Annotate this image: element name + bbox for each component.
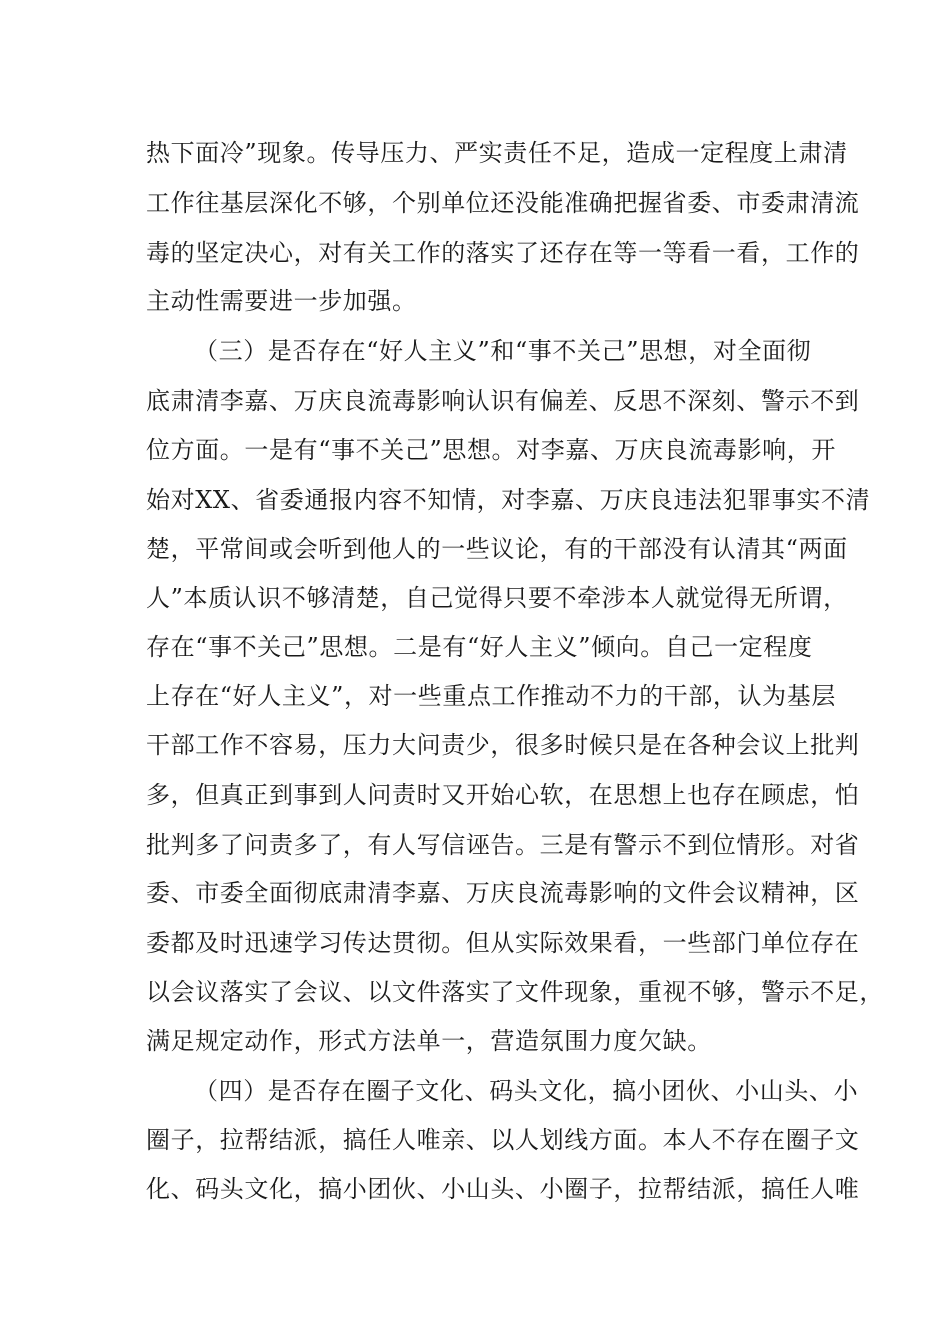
text-line: 化、码头文化，搞小团伙、小山头、小圈子，拉帮结派，搞任人唯 xyxy=(146,1175,860,1203)
text-line: 存在“事不关己”思想。二是有“好人主义”倾向。自己一定程度 xyxy=(146,633,813,661)
text-line: 楚，平常间或会听到他人的一些议论，有的干部没有认清其“两面 xyxy=(146,535,848,563)
text-line: 批判多了问责多了，有人写信诬告。三是有警示不到位情形。对省 xyxy=(146,831,860,859)
text-line: 委都及时迅速学习传达贯彻。但从实际效果看，一些部门单位存在 xyxy=(146,929,860,957)
text-line: 干部工作不容易，压力大问责少，很多时候只是在各种会议上批判 xyxy=(146,731,860,759)
section-heading-4: （四）是否存在圈子文化、码头文化，搞小团伙、小山头、小 xyxy=(194,1077,859,1105)
text-line: 委、市委全面彻底肃清李嘉、万庆良流毒影响的文件会议精神，区 xyxy=(146,879,860,907)
text-line: 上存在“好人主义”，对一些重点工作推动不力的干部，认为基层 xyxy=(146,682,836,710)
text-line: 位方面。一是有“事不关己”思想。对李嘉、万庆良流毒影响，开 xyxy=(146,436,836,464)
text-line: 热下面冷”现象。传导压力、严实责任不足，造成一定程度上肃清 xyxy=(146,139,848,167)
text-line: 人”本质认识不够清楚，自己觉得只要不牵涉本人就觉得无所谓， xyxy=(146,584,848,612)
section-heading-3: （三）是否存在“好人主义”和“事不关己”思想，对全面彻 xyxy=(194,337,812,365)
text-line: 以会议落实了会议、以文件落实了文件现象，重视不够，警示不足， xyxy=(146,978,884,1006)
text-line: 工作往基层深化不够，个别单位还没能准确把握省委、市委肃清流 xyxy=(146,189,860,217)
text-line: 多，但真正到事到人问责时又开始心软，在思想上也存在顾虑，怕 xyxy=(146,781,860,809)
text-line: 始对XX、省委通报内容不知情，对李嘉、万庆良违法犯罪事实不清 xyxy=(146,486,871,514)
text-line: 满足规定动作，形式方法单一，营造氛围力度欠缺。 xyxy=(146,1027,712,1055)
text-line: 毒的坚定决心，对有关工作的落实了还存在等一等看一看，工作的 xyxy=(146,239,860,267)
text-line: 圈子，拉帮结派，搞任人唯亲、以人划线方面。本人不存在圈子文 xyxy=(146,1126,860,1154)
text-line: 底肃清李嘉、万庆良流毒影响认识有偏差、反思不深刻、警示不到 xyxy=(146,387,860,415)
text-line: 主动性需要进一步加强。 xyxy=(146,287,417,315)
